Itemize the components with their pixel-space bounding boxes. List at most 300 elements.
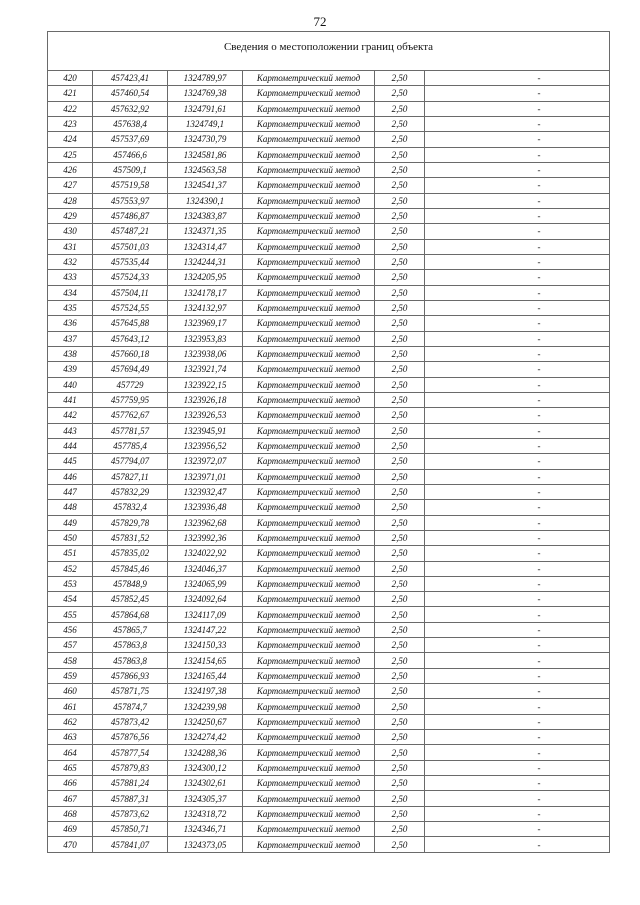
description-cell [425, 254, 610, 269]
y-coordinate-cell: 1324581,86 [168, 147, 243, 162]
point-number-cell: 450 [48, 530, 93, 545]
x-coordinate-cell: 457845,46 [93, 561, 168, 576]
x-coordinate-cell: 457827,11 [93, 469, 168, 484]
description-cell [425, 837, 610, 852]
point-number-cell: 464 [48, 745, 93, 760]
point-number-cell: 434 [48, 285, 93, 300]
x-coordinate-cell: 457874,7 [93, 699, 168, 714]
description-value: - [537, 349, 541, 360]
description-value: - [537, 640, 541, 651]
description-cell [425, 714, 610, 729]
table-row [48, 530, 610, 545]
description-cell [425, 116, 610, 131]
point-number-cell: 456 [48, 622, 93, 637]
description-cell [425, 101, 610, 116]
description-value: - [537, 441, 541, 452]
table-row [48, 438, 610, 453]
x-coordinate-cell: 457781,57 [93, 423, 168, 438]
point-number-cell: 426 [48, 162, 93, 177]
description-value: - [537, 241, 541, 252]
table-row [48, 116, 610, 131]
y-coordinate-cell: 1324390,1 [168, 193, 243, 208]
method-cell: Картометрический метод [243, 530, 375, 545]
method-cell: Картометрический метод [243, 224, 375, 239]
table-row [48, 638, 610, 653]
description-cell [425, 484, 610, 499]
method-cell: Картометрический метод [243, 607, 375, 622]
table-row [48, 668, 610, 683]
description-value: - [537, 211, 541, 222]
y-coordinate-cell: 1323969,17 [168, 316, 243, 331]
description-cell [425, 285, 610, 300]
method-cell: Картометрический метод [243, 392, 375, 407]
description-value: - [537, 333, 541, 344]
method-cell: Картометрический метод [243, 331, 375, 346]
description-cell [425, 469, 610, 484]
x-coordinate-cell: 457553,97 [93, 193, 168, 208]
table-row [48, 285, 610, 300]
point-number-cell: 462 [48, 714, 93, 729]
x-coordinate-cell: 457729 [93, 377, 168, 392]
accuracy-cell: 2,50 [375, 607, 425, 622]
description-value: - [537, 272, 541, 283]
x-coordinate-cell: 457504,11 [93, 285, 168, 300]
y-coordinate-cell: 1324250,67 [168, 714, 243, 729]
x-coordinate-cell: 457535,44 [93, 254, 168, 269]
description-cell [425, 561, 610, 576]
description-cell [425, 362, 610, 377]
description-value: - [537, 103, 541, 114]
x-coordinate-cell: 457841,07 [93, 837, 168, 852]
point-number-cell: 445 [48, 454, 93, 469]
method-cell: Картометрический метод [243, 316, 375, 331]
y-coordinate-cell: 1324165,44 [168, 668, 243, 683]
table-row [48, 331, 610, 346]
point-number-cell: 449 [48, 515, 93, 530]
description-value: - [537, 287, 541, 298]
y-coordinate-cell: 1323921,74 [168, 362, 243, 377]
accuracy-cell: 2,50 [375, 147, 425, 162]
description-value: - [537, 410, 541, 421]
x-coordinate-cell: 457632,92 [93, 101, 168, 116]
method-cell: Картометрический метод [243, 622, 375, 637]
accuracy-cell: 2,50 [375, 270, 425, 285]
method-cell: Картометрический метод [243, 239, 375, 254]
accuracy-cell: 2,50 [375, 638, 425, 653]
description-cell [425, 270, 610, 285]
description-value: - [537, 73, 541, 84]
x-coordinate-cell: 457643,12 [93, 331, 168, 346]
description-cell [425, 300, 610, 315]
point-number-cell: 455 [48, 607, 93, 622]
table-row [48, 454, 610, 469]
point-number-cell: 452 [48, 561, 93, 576]
table-row [48, 178, 610, 193]
point-number-cell: 444 [48, 438, 93, 453]
method-cell: Картометрический метод [243, 300, 375, 315]
y-coordinate-cell: 1323962,68 [168, 515, 243, 530]
table-row [48, 622, 610, 637]
accuracy-cell: 2,50 [375, 132, 425, 147]
point-number-cell: 423 [48, 116, 93, 131]
accuracy-cell: 2,50 [375, 408, 425, 423]
table-row [48, 730, 610, 745]
description-cell [425, 408, 610, 423]
method-cell: Картометрический метод [243, 147, 375, 162]
description-value: - [537, 701, 541, 712]
point-number-cell: 465 [48, 760, 93, 775]
accuracy-cell: 2,50 [375, 254, 425, 269]
point-number-cell: 424 [48, 132, 93, 147]
description-value: - [537, 578, 541, 589]
table-row [48, 224, 610, 239]
table-row [48, 193, 610, 208]
description-cell [425, 316, 610, 331]
description-cell [425, 438, 610, 453]
point-number-cell: 427 [48, 178, 93, 193]
description-value: - [537, 119, 541, 130]
table-row [48, 653, 610, 668]
table-row [48, 546, 610, 561]
point-number-cell: 431 [48, 239, 93, 254]
y-coordinate-cell: 1324789,97 [168, 71, 243, 86]
y-coordinate-cell: 1323992,36 [168, 530, 243, 545]
description-value: - [537, 793, 541, 804]
point-number-cell: 461 [48, 699, 93, 714]
description-value: - [537, 88, 541, 99]
method-cell: Картометрический метод [243, 806, 375, 821]
table-row [48, 515, 610, 530]
point-number-cell: 436 [48, 316, 93, 331]
x-coordinate-cell: 457524,33 [93, 270, 168, 285]
method-cell: Картометрический метод [243, 469, 375, 484]
page-number: 72 [313, 14, 327, 29]
y-coordinate-cell: 1324239,98 [168, 699, 243, 714]
method-cell: Картометрический метод [243, 592, 375, 607]
y-coordinate-cell: 1323932,47 [168, 484, 243, 499]
point-number-cell: 443 [48, 423, 93, 438]
point-number-cell: 451 [48, 546, 93, 561]
y-coordinate-cell: 1324305,37 [168, 791, 243, 806]
description-cell [425, 162, 610, 177]
table-row [48, 576, 610, 591]
point-number-cell: 425 [48, 147, 93, 162]
accuracy-cell: 2,50 [375, 331, 425, 346]
accuracy-cell: 2,50 [375, 546, 425, 561]
description-value: - [537, 149, 541, 160]
y-coordinate-cell: 1323926,53 [168, 408, 243, 423]
accuracy-cell: 2,50 [375, 592, 425, 607]
description-value: - [537, 716, 541, 727]
description-value: - [537, 303, 541, 314]
method-cell: Картометрический метод [243, 208, 375, 223]
description-value: - [537, 839, 541, 850]
table-row [48, 408, 610, 423]
accuracy-cell: 2,50 [375, 653, 425, 668]
method-cell: Картометрический метод [243, 86, 375, 101]
boundary-coordinates-table [47, 31, 610, 853]
x-coordinate-cell: 457638,4 [93, 116, 168, 131]
y-coordinate-cell: 1324150,33 [168, 638, 243, 653]
accuracy-cell: 2,50 [375, 162, 425, 177]
y-coordinate-cell: 1324563,58 [168, 162, 243, 177]
description-value: - [537, 747, 541, 758]
method-cell: Картометрический метод [243, 837, 375, 852]
x-coordinate-cell: 457864,68 [93, 607, 168, 622]
point-number-cell: 454 [48, 592, 93, 607]
point-number-cell: 468 [48, 806, 93, 821]
x-coordinate-cell: 457831,52 [93, 530, 168, 545]
accuracy-cell: 2,50 [375, 300, 425, 315]
x-coordinate-cell: 457785,4 [93, 438, 168, 453]
y-coordinate-cell: 1324288,36 [168, 745, 243, 760]
description-value: - [537, 425, 541, 436]
point-number-cell: 442 [48, 408, 93, 423]
y-coordinate-cell: 1323945,91 [168, 423, 243, 438]
method-cell: Картометрический метод [243, 116, 375, 131]
table-row [48, 316, 610, 331]
table-row [48, 484, 610, 499]
accuracy-cell: 2,50 [375, 454, 425, 469]
accuracy-cell: 2,50 [375, 193, 425, 208]
method-cell: Картометрический метод [243, 653, 375, 668]
x-coordinate-cell: 457835,02 [93, 546, 168, 561]
point-number-cell: 430 [48, 224, 93, 239]
description-value: - [537, 180, 541, 191]
method-cell: Картометрический метод [243, 668, 375, 683]
description-cell [425, 454, 610, 469]
point-number-cell: 457 [48, 638, 93, 653]
description-value: - [537, 533, 541, 543]
point-number-cell: 420 [48, 71, 93, 86]
x-coordinate-cell: 457509,1 [93, 162, 168, 177]
method-cell: Картометрический метод [243, 162, 375, 177]
table-row [48, 86, 610, 101]
description-value: - [537, 732, 541, 743]
accuracy-cell: 2,50 [375, 86, 425, 101]
table-row [48, 837, 610, 852]
y-coordinate-cell: 1324065,99 [168, 576, 243, 591]
y-coordinate-cell: 1324541,37 [168, 178, 243, 193]
x-coordinate-cell: 457832,4 [93, 500, 168, 515]
method-cell: Картометрический метод [243, 714, 375, 729]
y-coordinate-cell: 1324730,79 [168, 132, 243, 147]
point-number-cell: 437 [48, 331, 93, 346]
x-coordinate-cell: 457873,62 [93, 806, 168, 821]
y-coordinate-cell: 1324791,61 [168, 101, 243, 116]
table-row [48, 101, 610, 116]
method-cell: Картометрический метод [243, 285, 375, 300]
accuracy-cell: 2,50 [375, 684, 425, 699]
y-coordinate-cell: 1324318,72 [168, 806, 243, 821]
table-row [48, 208, 610, 223]
accuracy-cell: 2,50 [375, 515, 425, 530]
table-row [48, 592, 610, 607]
method-cell: Картометрический метод [243, 500, 375, 515]
method-cell: Картометрический метод [243, 254, 375, 269]
method-cell: Картометрический метод [243, 408, 375, 423]
description-cell [425, 178, 610, 193]
accuracy-cell: 2,50 [375, 745, 425, 760]
description-value: - [537, 487, 541, 498]
y-coordinate-cell: 1324314,47 [168, 239, 243, 254]
y-coordinate-cell: 1323936,48 [168, 500, 243, 515]
method-cell: Картометрический метод [243, 438, 375, 453]
point-number-cell: 458 [48, 653, 93, 668]
x-coordinate-cell: 457863,8 [93, 638, 168, 653]
accuracy-cell: 2,50 [375, 71, 425, 86]
x-coordinate-cell: 457487,21 [93, 224, 168, 239]
y-coordinate-cell: 1324132,97 [168, 300, 243, 315]
y-coordinate-cell: 1324383,87 [168, 208, 243, 223]
description-value: - [537, 670, 541, 681]
description-cell [425, 760, 610, 775]
description-cell [425, 684, 610, 699]
method-cell: Картометрический метод [243, 178, 375, 193]
description-cell [425, 331, 610, 346]
description-value: - [537, 318, 541, 329]
accuracy-cell: 2,50 [375, 116, 425, 131]
method-cell: Картометрический метод [243, 745, 375, 760]
table-row [48, 392, 610, 407]
accuracy-cell: 2,50 [375, 224, 425, 239]
method-cell: Картометрический метод [243, 699, 375, 714]
table-row [48, 500, 610, 515]
accuracy-cell: 2,50 [375, 208, 425, 223]
accuracy-cell: 2,50 [375, 530, 425, 545]
point-number-cell: 422 [48, 101, 93, 116]
table-row [48, 561, 610, 576]
method-cell: Картометрический метод [243, 346, 375, 361]
x-coordinate-cell: 457829,78 [93, 515, 168, 530]
point-number-cell: 448 [48, 500, 93, 515]
y-coordinate-cell: 1324302,61 [168, 776, 243, 791]
y-coordinate-cell: 1324022,92 [168, 546, 243, 561]
accuracy-cell: 2,50 [375, 776, 425, 791]
y-coordinate-cell: 1323971,01 [168, 469, 243, 484]
x-coordinate-cell: 457852,45 [93, 592, 168, 607]
point-number-cell: 463 [48, 730, 93, 745]
table-row [48, 300, 610, 315]
x-coordinate-cell: 457501,03 [93, 239, 168, 254]
table-row [48, 377, 610, 392]
description-value: - [537, 655, 541, 666]
table-row [48, 699, 610, 714]
point-number-cell: 433 [48, 270, 93, 285]
description-cell [425, 392, 610, 407]
point-number-cell: 469 [48, 822, 93, 837]
method-cell: Картометрический метод [243, 270, 375, 285]
x-coordinate-cell: 457759,95 [93, 392, 168, 407]
x-coordinate-cell: 457794,07 [93, 454, 168, 469]
x-coordinate-cell: 457832,29 [93, 484, 168, 499]
method-cell: Картометрический метод [243, 484, 375, 499]
table-row [48, 469, 610, 484]
x-coordinate-cell: 457486,87 [93, 208, 168, 223]
point-number-cell: 453 [48, 576, 93, 591]
accuracy-cell: 2,50 [375, 730, 425, 745]
accuracy-cell: 2,50 [375, 239, 425, 254]
accuracy-cell: 2,50 [375, 699, 425, 714]
description-cell [425, 530, 610, 545]
description-value: - [537, 364, 541, 375]
y-coordinate-cell: 1324769,38 [168, 86, 243, 101]
description-value: - [537, 548, 541, 559]
point-number-cell: 438 [48, 346, 93, 361]
x-coordinate-cell: 457537,69 [93, 132, 168, 147]
method-cell: Картометрический метод [243, 638, 375, 653]
point-number-cell: 459 [48, 668, 93, 683]
x-coordinate-cell: 457881,24 [93, 776, 168, 791]
point-number-cell: 446 [48, 469, 93, 484]
description-value: - [537, 456, 541, 467]
accuracy-cell: 2,50 [375, 469, 425, 484]
table-row [48, 71, 610, 86]
description-cell [425, 607, 610, 622]
accuracy-cell: 2,50 [375, 791, 425, 806]
y-coordinate-cell: 1324092,64 [168, 592, 243, 607]
y-coordinate-cell: 1323956,52 [168, 438, 243, 453]
description-cell [425, 653, 610, 668]
accuracy-cell: 2,50 [375, 622, 425, 637]
point-number-cell: 466 [48, 776, 93, 791]
point-number-cell: 440 [48, 377, 93, 392]
x-coordinate-cell: 457645,88 [93, 316, 168, 331]
description-value: - [537, 379, 541, 390]
description-cell [425, 638, 610, 653]
x-coordinate-cell: 457660,18 [93, 346, 168, 361]
y-coordinate-cell: 1324373,05 [168, 837, 243, 852]
y-coordinate-cell: 1324147,22 [168, 622, 243, 637]
description-cell [425, 745, 610, 760]
method-cell: Картометрический метод [243, 546, 375, 561]
accuracy-cell: 2,50 [375, 346, 425, 361]
method-cell: Картометрический метод [243, 561, 375, 576]
y-coordinate-cell: 1324205,95 [168, 270, 243, 285]
accuracy-cell: 2,50 [375, 316, 425, 331]
y-coordinate-cell: 1324197,38 [168, 684, 243, 699]
accuracy-cell: 2,50 [375, 101, 425, 116]
x-coordinate-cell: 457848,9 [93, 576, 168, 591]
y-coordinate-cell: 1324046,37 [168, 561, 243, 576]
y-coordinate-cell: 1324371,35 [168, 224, 243, 239]
description-cell [425, 791, 610, 806]
y-coordinate-cell: 1324346,71 [168, 822, 243, 837]
method-cell: Картометрический метод [243, 454, 375, 469]
table-row [48, 822, 610, 837]
method-cell: Картометрический метод [243, 822, 375, 837]
method-cell: Картометрический метод [243, 684, 375, 699]
x-coordinate-cell: 457865,7 [93, 622, 168, 637]
description-cell [425, 730, 610, 745]
point-number-cell: 441 [48, 392, 93, 407]
x-coordinate-cell: 457866,93 [93, 668, 168, 683]
y-coordinate-cell: 1323972,07 [168, 454, 243, 469]
description-value: - [537, 226, 541, 237]
description-cell [425, 515, 610, 530]
table-row [48, 745, 610, 760]
point-number-cell: 467 [48, 791, 93, 806]
method-cell: Картометрический метод [243, 377, 375, 392]
method-cell: Картометрический метод [243, 576, 375, 591]
description-cell [425, 377, 610, 392]
y-coordinate-cell: 1324154,65 [168, 653, 243, 668]
description-value: - [537, 257, 541, 268]
description-value: - [537, 624, 541, 635]
description-value: - [537, 395, 541, 406]
table-title: Сведения о местоположении границ объекта [48, 32, 610, 71]
table-row [48, 684, 610, 699]
